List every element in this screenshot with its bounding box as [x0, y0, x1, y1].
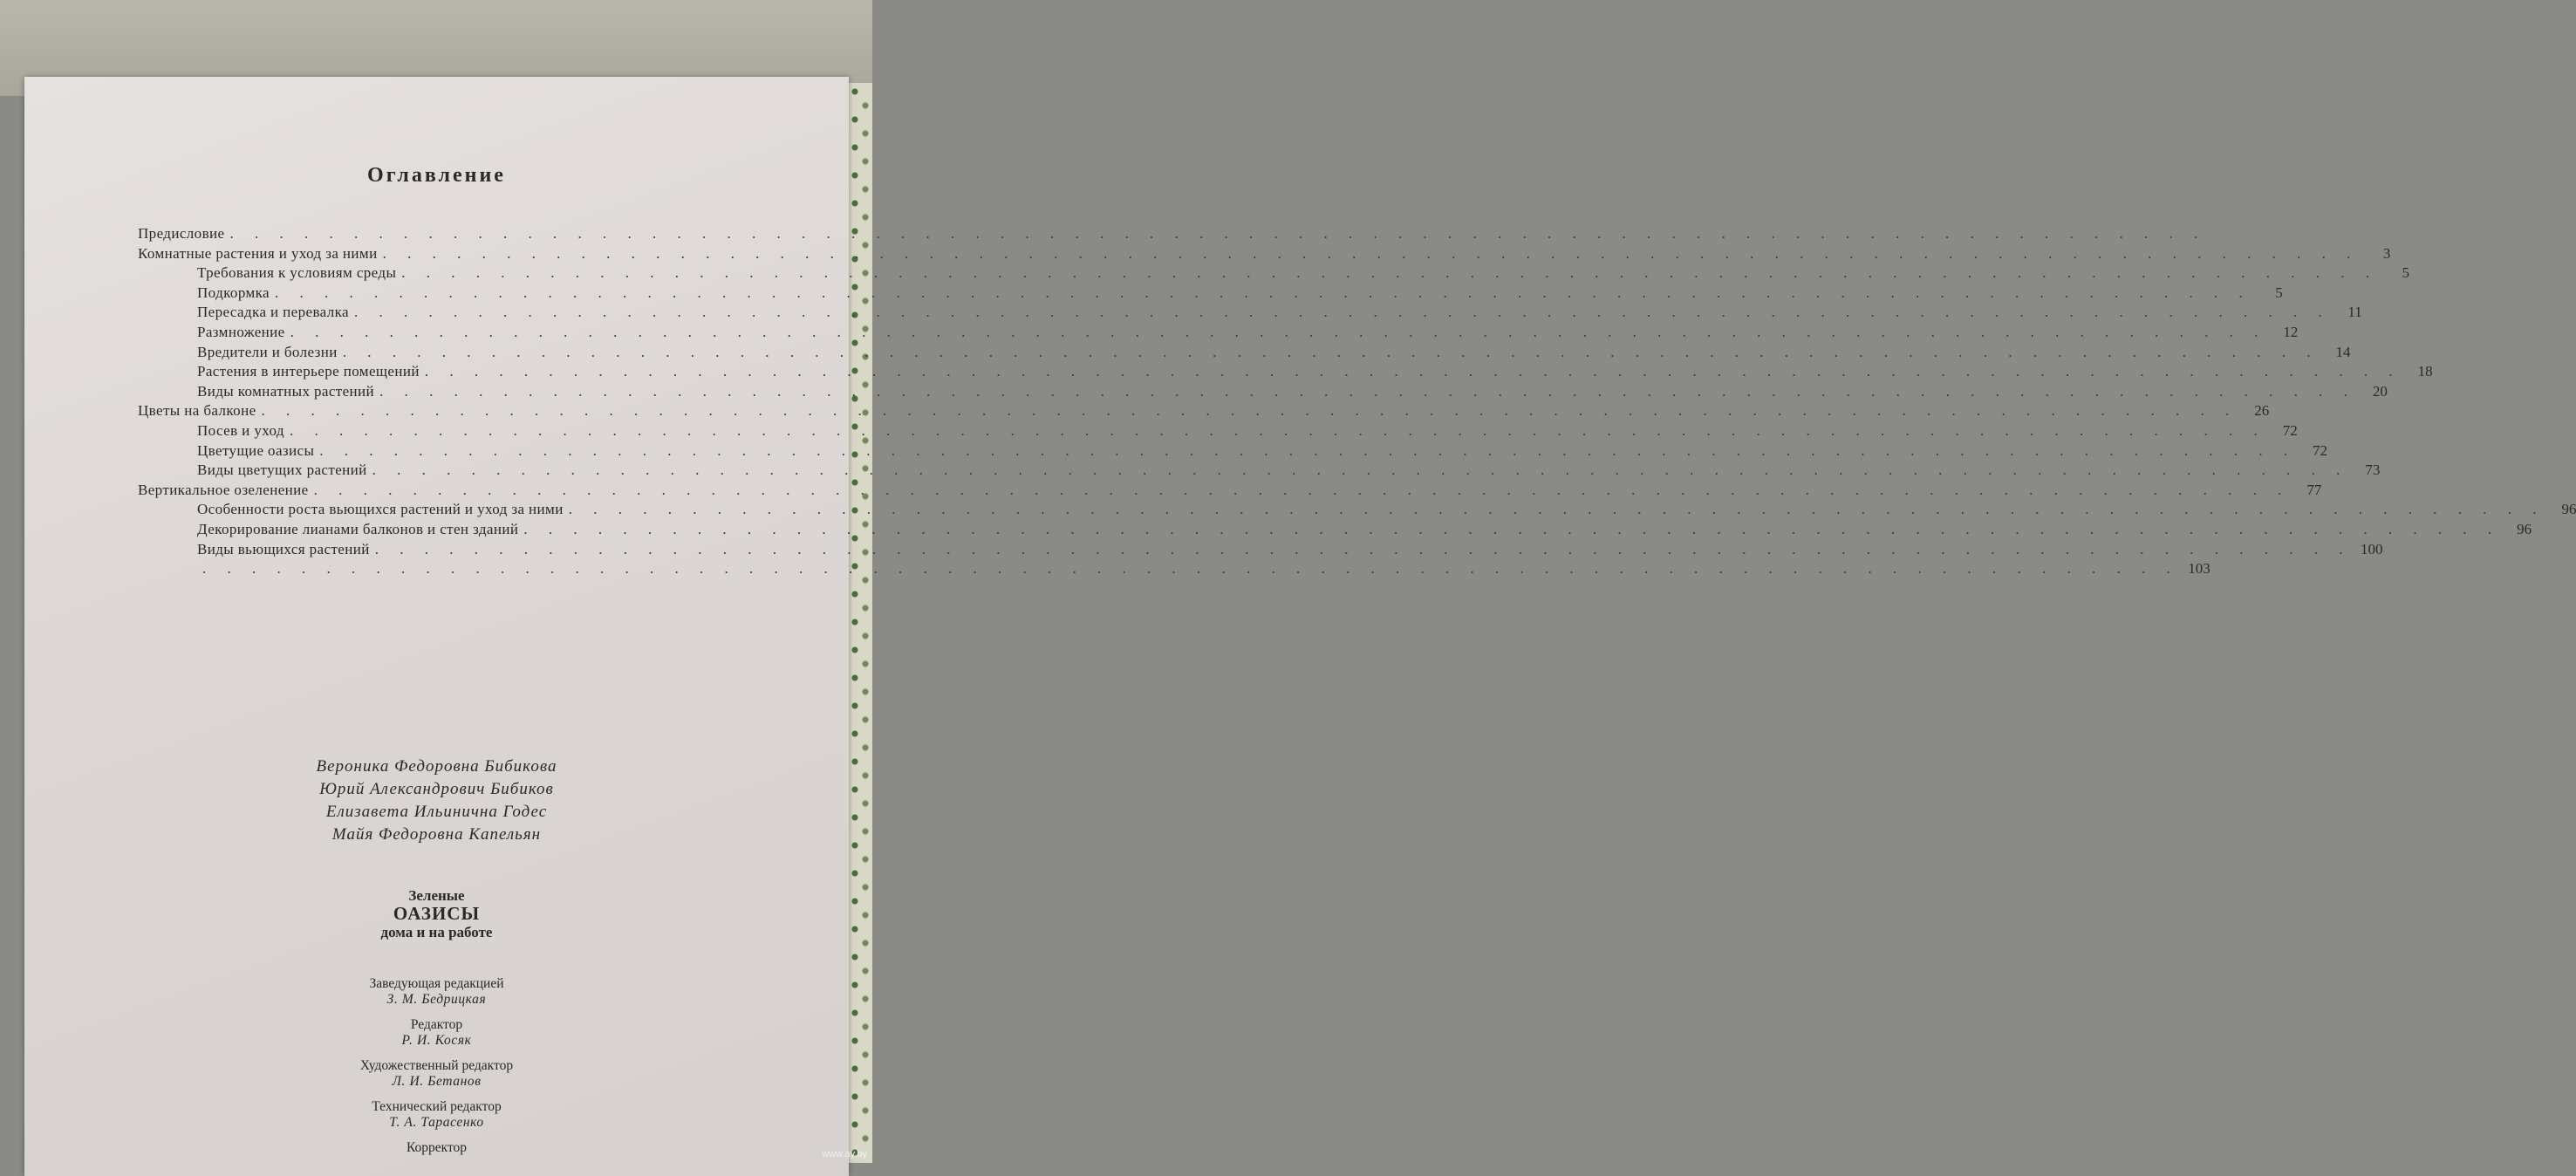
toc-entry — [138, 481, 2322, 502]
toc-entry-page: 73 — [2365, 462, 2381, 479]
toc-leader-dots: . . . . . . . . . . . . . . . . . . . . . . . . . . . . . . . . . . . . . . . . . . . . . . . . . . . . . . . . . . . . . . . . . . . . . . . . . . . . . . . . — [342, 343, 2320, 360]
author-name: Майя Федоровна Капельян — [331, 825, 542, 844]
toc-entry — [138, 560, 2210, 580]
book-page — [24, 77, 2576, 1176]
credit-entry — [24, 1057, 849, 1090]
toc-entry-label: Размножение — [197, 323, 285, 340]
toc-entry — [138, 421, 2298, 442]
book-title-line-3: дома и на работе — [380, 924, 493, 940]
toc-entry-label: Пересадка и перевалка — [197, 304, 350, 321]
credit-entry — [24, 1139, 849, 1156]
toc-entry — [138, 382, 2388, 403]
toc-entry — [138, 441, 2328, 462]
toc-entry — [138, 244, 2391, 265]
toc-leader-dots: . . . . . . . . . . . . . . . . . . . . . . . . . . . . . . . . . . . . . . . . . . . . . . . . . . . . . . . . . . . . . . . . . . . . . . . . . . . . . . . . — [274, 284, 2251, 301]
toc-entry — [138, 402, 2270, 422]
watermark: www.ay.by — [822, 1149, 867, 1159]
toc-entry-label: Особенности роста вьющихся растений и уход за ними — [197, 501, 564, 518]
credit-person: Р. И. Косяк — [401, 1033, 472, 1048]
toc-leader-dots: . . . . . . . . . . . . . . . . . . . . . . . . . . . . . . . . . . . . . . . . . . . . . . . . . . . . . . . . . . . . . . . . . . . . . . . . . . . . . . . . — [290, 323, 2267, 340]
toc-entry-page: 103 — [2188, 560, 2210, 578]
toc-leader-dots: . . . . . . . . . . . . . . . . . . . . . . . . . . . . . . . . . . . . . . . . . . . . . . . . . . . . . . . . . . . . . . . . . . . . . . . . . . . . . . . . — [401, 264, 2379, 282]
toc-entry — [138, 540, 2383, 561]
toc-entry-label: Декорирование лианами балконов и стен зданий — [197, 520, 519, 537]
toc-entry-page: 72 — [2282, 421, 2298, 439]
table-of-contents — [138, 225, 2576, 580]
credit-role: Заведующая редакцией — [369, 976, 504, 991]
toc-entry-label: Требования к условиям среды — [197, 264, 397, 282]
toc-leader-dots: . . . . . . . . . . . . . . . . . . . . . . . . . . . . . . . . . . . . . . . . . . . . . . . . . . . . . . . . . . . . . . . . . . . . . . . . . . . . . . . . — [313, 481, 2291, 498]
toc-entry — [138, 462, 2381, 482]
toc-entry-label: Подкормка — [197, 284, 270, 301]
toc-leader-dots: . . . . . . . . . . . . . . . . . . . . . . . . . . . . . . . . . . . . . . . . . . . . . . . . . . . . . . . . . . . . . . . . . . . . . . . . . . . . . . . . — [382, 244, 2360, 262]
toc-entry-label: Цветущие оазисы — [197, 441, 315, 459]
toc-entry — [138, 284, 2283, 304]
credit-role: Редактор — [410, 1017, 463, 1032]
toc-leader-dots: . . . . . . . . . . . . . . . . . . . . . . . . . . . . . . . . . . . . . . . . . . . . . . . . . . . . . . . . . . . . . . . . . . . . . . . . . . . . . . . . — [354, 304, 2331, 321]
author-name: Вероника Федоровна Бибикова — [316, 757, 557, 776]
credit-role: Корректор — [406, 1140, 468, 1155]
toc-entry-label: Виды комнатных растений — [197, 382, 375, 400]
credit-person: Л. И. Бетанов — [392, 1074, 482, 1089]
toc-entry-label: Растения в интерьере помещений — [197, 363, 420, 380]
toc-entry-page: 72 — [2313, 441, 2328, 459]
credit-entry — [24, 1016, 849, 1049]
toc-entry-page: 5 — [2275, 284, 2283, 301]
book-title-block — [24, 886, 849, 941]
toc-entry-page: 12 — [2283, 323, 2299, 340]
toc-title: Оглавление — [367, 164, 506, 187]
toc-leader-dots: . . . . . . . . . . . . . . . . . . . . . . . . . . . . . . . . . . . . . . . . . . . . . . . . . . . . . . . . . . . . . . . . . . . . . . . . . . . . . . . . — [523, 520, 2501, 537]
credit-role: Художественный редактор — [359, 1058, 514, 1073]
toc-entry-label: Вертикальное озеленение — [138, 481, 309, 498]
toc-leader-dots: . . . . . . . . . . . . . . . . . . . . . . . . . . . . . . . . . . . . . . . . . . . . . . . . . . . . . . . . . . . . . . . . . . . . . . . . . . . . . . . . — [568, 501, 2545, 518]
credit-role: Технический редактор — [372, 1099, 502, 1114]
author-name: Юрий Александрович Бибиков — [319, 780, 554, 798]
toc-entry-page: 5 — [2402, 264, 2410, 282]
toc-leader-dots: . . . . . . . . . . . . . . . . . . . . . . . . . . . . . . . . . . . . . . . . . . . . . . . . . . . . . . . . . . . . . . . . . . . . . . . . . . . . . . . . — [202, 560, 2179, 578]
toc-entry-label: Виды цветущих растений — [197, 462, 367, 479]
toc-entry-label: Вредители и болезни — [197, 343, 338, 360]
toc-entry-page: 11 — [2347, 304, 2362, 321]
credit-person: З. М. Бедрицкая — [386, 992, 487, 1007]
credit-entry — [24, 975, 849, 1008]
toc-entry-label: Цветы на балконе — [138, 402, 256, 420]
toc-entry — [138, 363, 2433, 383]
toc-entry-label: Комнатные растения и уход за ними — [138, 244, 378, 262]
toc-leader-dots: . . . . . . . . . . . . . . . . . . . . . . . . . . . . . . . . . . . . . . . . . . . . . . . . . . . . . . . . . . . . . . . . . . . . . . . . . . . . . . . . — [372, 462, 2349, 479]
credits-block — [24, 975, 849, 1165]
toc-entry-page: 3 — [2382, 244, 2391, 262]
authors-block — [24, 756, 849, 846]
toc-leader-dots: . . . . . . . . . . . . . . . . . . . . . . . . . . . . . . . . . . . . . . . . . . . . . . . . . . . . . . . . . . . . . . . . . . . . . . . . . . . . . . . . — [319, 441, 2297, 459]
book-title-line-1: Зеленые — [408, 887, 465, 904]
toc-entry-label: Предисловие — [138, 225, 225, 242]
toc-entry-page: 20 — [2372, 382, 2388, 400]
toc-entry — [138, 225, 2207, 245]
toc-leader-dots: . . . . . . . . . . . . . . . . . . . . . . . . . . . . . . . . . . . . . . . . . . . . . . . . . . . . . . . . . . . . . . . . . . . . . . . . . . . . . . . . — [229, 225, 2207, 242]
author-name: Елизавета Ильинична Годес — [325, 803, 548, 821]
toc-entry — [138, 304, 2362, 324]
toc-entry — [138, 323, 2299, 344]
toc-entry-page: 96 — [2517, 520, 2532, 537]
toc-entry-page: 26 — [2254, 402, 2270, 420]
credit-person: Т. А. Тарасенко — [389, 1115, 484, 1130]
toc-leader-dots: . . . . . . . . . . . . . . . . . . . . . . . . . . . . . . . . . . . . . . . . . . . . . . . . . . . . . . . . . . . . . . . . . . . . . . . . . . . . . . . . — [374, 540, 2352, 557]
toc-entry — [138, 343, 2351, 364]
toc-leader-dots: . . . . . . . . . . . . . . . . . . . . . . . . . . . . . . . . . . . . . . . . . . . . . . . . . . . . . . . . . . . . . . . . . . . . . . . . . . . . . . . . — [261, 402, 2238, 420]
toc-entry — [138, 520, 2532, 541]
toc-entry-page: 18 — [2417, 363, 2433, 380]
toc-leader-dots: . . . . . . . . . . . . . . . . . . . . . . . . . . . . . . . . . . . . . . . . . . . . . . . . . . . . . . . . . . . . . . . . . . . . . . . . . . . . . . . . — [379, 382, 2356, 400]
toc-leader-dots: . . . . . . . . . . . . . . . . . . . . . . . . . . . . . . . . . . . . . . . . . . . . . . . . . . . . . . . . . . . . . . . . . . . . . . . . . . . . . . . . — [424, 363, 2402, 380]
toc-entry-page: 14 — [2335, 343, 2351, 360]
toc-entry-page: 100 — [2360, 540, 2383, 557]
toc-leader-dots: . . . . . . . . . . . . . . . . . . . . . . . . . . . . . . . . . . . . . . . . . . . . . . . . . . . . . . . . . . . . . . . . . . . . . . . . . . . . . . . . — [289, 421, 2266, 439]
toc-entry-page: 96 — [2561, 501, 2576, 518]
credit-entry — [24, 1098, 849, 1131]
toc-entry-label: Посев и уход — [197, 421, 284, 439]
toc-entry — [138, 264, 2410, 284]
toc-entry-label: Виды вьющихся растений — [197, 540, 370, 557]
toc-entry — [138, 501, 2576, 521]
book-title-main: ОАЗИСЫ — [393, 903, 481, 924]
toc-entry-page: 77 — [2306, 481, 2322, 498]
